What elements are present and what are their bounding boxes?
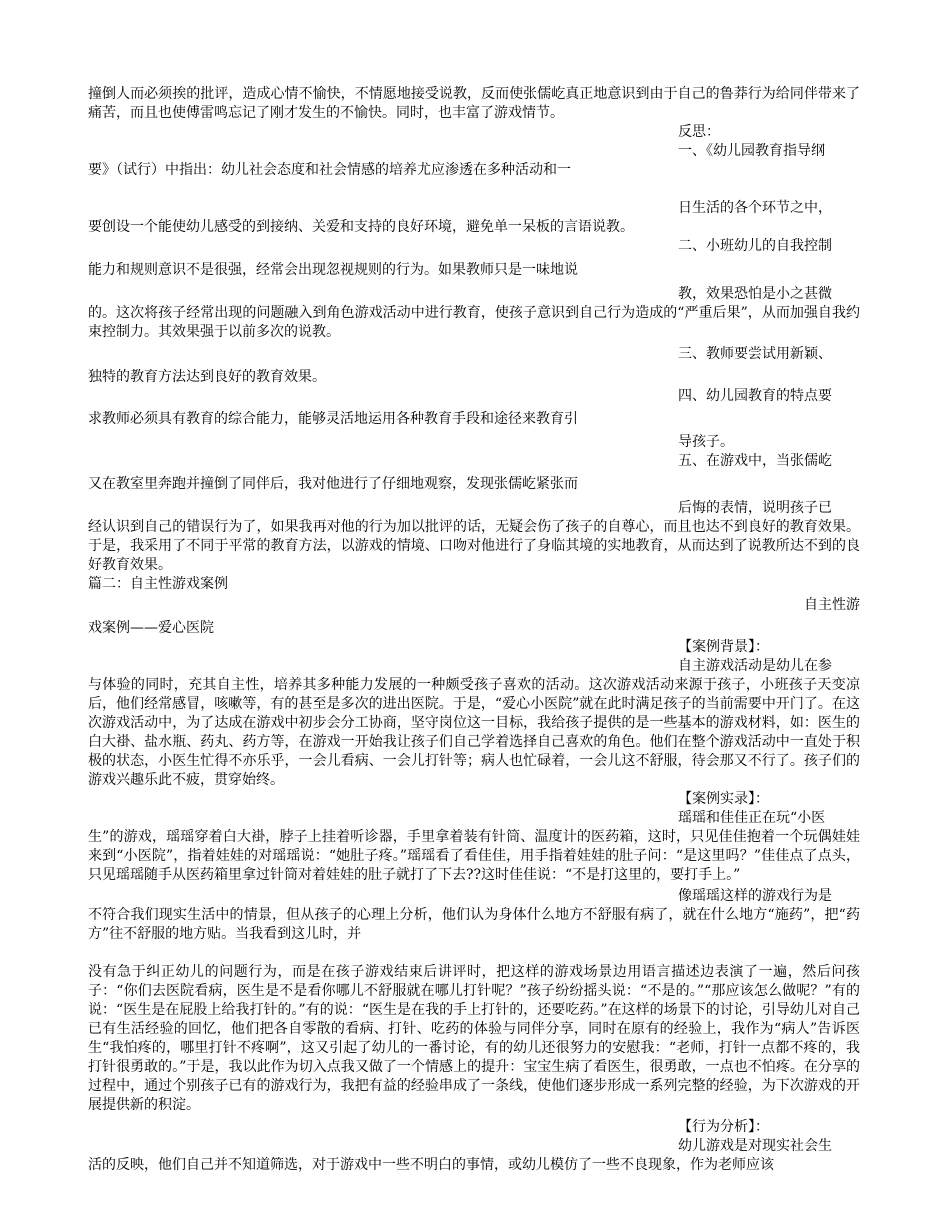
paragraph: 要创设一个能使幼儿感受的到接纳、关爱和支持的良好环境，避免单一呆板的言语说教。 [88,219,634,235]
paragraph: 能力和规则意识不是很强，经常会出现忽视规则的行为。如果教师只是一味地说 [88,262,578,278]
document-page [88,85,860,1175]
section-heading: 篇二：自主性游戏案例 [88,576,228,592]
paragraph: 生”的游戏，瑶瑶穿着白大褂，脖子上挂着听诊器，手里拿着装有针筒、温度计的医药箱，这时，只见佳佳抱着一个玩偶娃娃来到“小医院”，指着娃娃的对瑶瑶说：“她肚子疼。”瑶瑶看了看佳佳，用手指着娃娃的肚子问：“是这里吗？”佳佳点了点头，只见瑶瑶随手从医药箱里拿过针筒对着娃娃的肚子就打了下去??这时佳佳说：“不是打这里的，要打手上。” [88,829,860,883]
section-label-analysis: 【行为分析】： [678,1119,769,1135]
paragraph-right-fragment: 后悔的表情，说明孩子已 [678,500,832,516]
paragraph: 不符合我们现实生活中的情景，但从孩子的心理上分析，他们认为身体什么地方不舒服有病了，就在什么地方“施药”，把“药方”往不舒服的地方贴。当我看到这儿时，并 [88,907,860,942]
title-fragment: 自主性游 [804,597,860,613]
paragraph-right-fragment: 一、《幼儿园教育指导纲 [678,143,825,159]
title-fragment: 戏案例——爱心医院 [88,620,214,636]
paragraph: 又在教室里奔跑并撞倒了同伴后，我对他进行了仔细地观察，发现张儒屹紧张而 [88,476,578,492]
paragraph-right-fragment: 导孩子。 [678,434,734,450]
paragraph-right-fragment: 三、教师要尝试用新颖、 [678,346,832,362]
paragraph-right-fragment: 教，效果恐怕是小之甚微 [678,286,832,302]
paragraph: 求教师必须具有教育的综合能力，能够灵活地运用各种教育手段和途径来教育引 [88,411,578,427]
paragraph-right-fragment: 幼儿游戏是对现实社会生 [678,1138,832,1154]
section-label-background: 【案例背景】： [678,639,769,655]
paragraph-right-fragment: 自主游戏活动是幼儿在参 [678,658,832,674]
paragraph-right-fragment: 四、幼儿园教育的特点要 [678,388,832,404]
section-label-reflection: 反思： [678,124,720,140]
section-label-record: 【案例实录】： [678,791,769,807]
paragraph: 独特的教育方法达到良好的教育效果。 [88,369,326,385]
paragraph-right-fragment: 瑶瑶和佳佳正在玩“小医 [678,810,826,826]
paragraph: 的。这次将孩子经常出现的问题融入到角色游戏活动中进行教育，使孩子意识到自己行为造成的“严重后果”，从而加强自我约束控制力。其效果强于以前多次的说教。 [88,305,860,340]
paragraph: 没有急于纠正幼儿的问题行为，而是在孩子游戏结束后讲评时，把这样的游戏场景边用语言描述边表演了一遍，然后问孩子：“你们去医院看病，医生是不是看你哪儿不舒服就在哪儿打针呢？”孩子纷纷摇头说：“不是的。”“那应该怎么做呢？”有的说：“医生是在屁股上给我打针的。”有的说：“医生是在我的手上打针的，还要吃药。”在这样的场景下的讨论，引导幼儿对自己已有生活经验的回忆，他们把各自零散的看病、打针、吃药的体验与同伴分享，同时在原有的经验上，我作为“病人”告诉医生“我怕疼的，哪里打针不疼啊”，这又引起了幼儿的一番讨论，有的幼儿还很努力的安慰我：“老师，打针一点都不疼的，我打针很勇敢的。”于是，我以此作为切入点我又做了一个情感上的提升：宝宝生病了看医生，很勇敢，一点也不怕疼。在分享的过程中，通过个别孩子已有的游戏行为，我把有益的经验串成了一条线，使他们逐步形成一系列完整的经验，为下次游戏的开展提供新的积淀。 [88,964,860,1113]
paragraph-right-fragment: 二、小班幼儿的自我控制 [678,238,832,254]
paragraph: 与体验的同时，充其自主性，培养其多种能力发展的一种颇受孩子喜欢的活动。这次游戏活动来源于孩子，小班孩子天变凉后，他们经常感冒，咳嗽等，有的甚至是多次的进出医院。于是，“爱心小医院”就在此时满足孩子的当前需要中开门了。在这次游戏活动中，为了达成在游戏中初步会分工协商，坚守岗位这一目标，我给孩子提供的是一些基本的游戏材料，如：医生的白大褂、盐水瓶、药丸、药方等，在游戏一开始我让孩子们自己学着选择自己喜欢的角色。他们在整个游戏活动中一直处于积极的状态，小医生忙得不亦乐乎，一会儿看病、一会儿打针等；病人也忙碌着，一会儿这不舒服，待会那又不行了。孩子们的游戏兴趣乐此不疲，贯穿始终。 [88,677,860,788]
paragraph: 撞倒人而必须挨的批评，造成心情不愉快，不情愿地接受说教，反而使张儒屹真正地意识到由于自己的鲁莽行为给同伴带来了痛苦，而且也使傅雷鸣忘记了刚才发生的不愉快。同时，也丰富了游戏情节。 [88,86,860,121]
paragraph-right-fragment: 五、在游戏中，当张儒屹 [678,453,832,469]
paragraph: 活的反映，他们自己并不知道筛选，对于游戏中一些不明白的事情，或幼儿模仿了一些不良现象，作为老师应该 [88,1157,774,1173]
paragraph: 经认识到自己的错误行为了，如果我再对他的行为加以批评的话，无疑会伤了孩子的自尊心，而且也达不到良好的教育效果。于是，我采用了不同于平常的教育方法，以游戏的情境、口吻对他进行了身临其境的实地教育，从而达到了说教所达不到的良好教育效果。 [88,519,860,573]
paragraph: 要》（试行）中指出：幼儿社会态度和社会情感的培养尤应渗透在多种活动和一 [88,162,571,178]
paragraph-right-fragment: 像瑶瑶这样的游戏行为是 [678,888,832,904]
paragraph-right-fragment: 日生活的各个环节之中， [678,200,832,216]
